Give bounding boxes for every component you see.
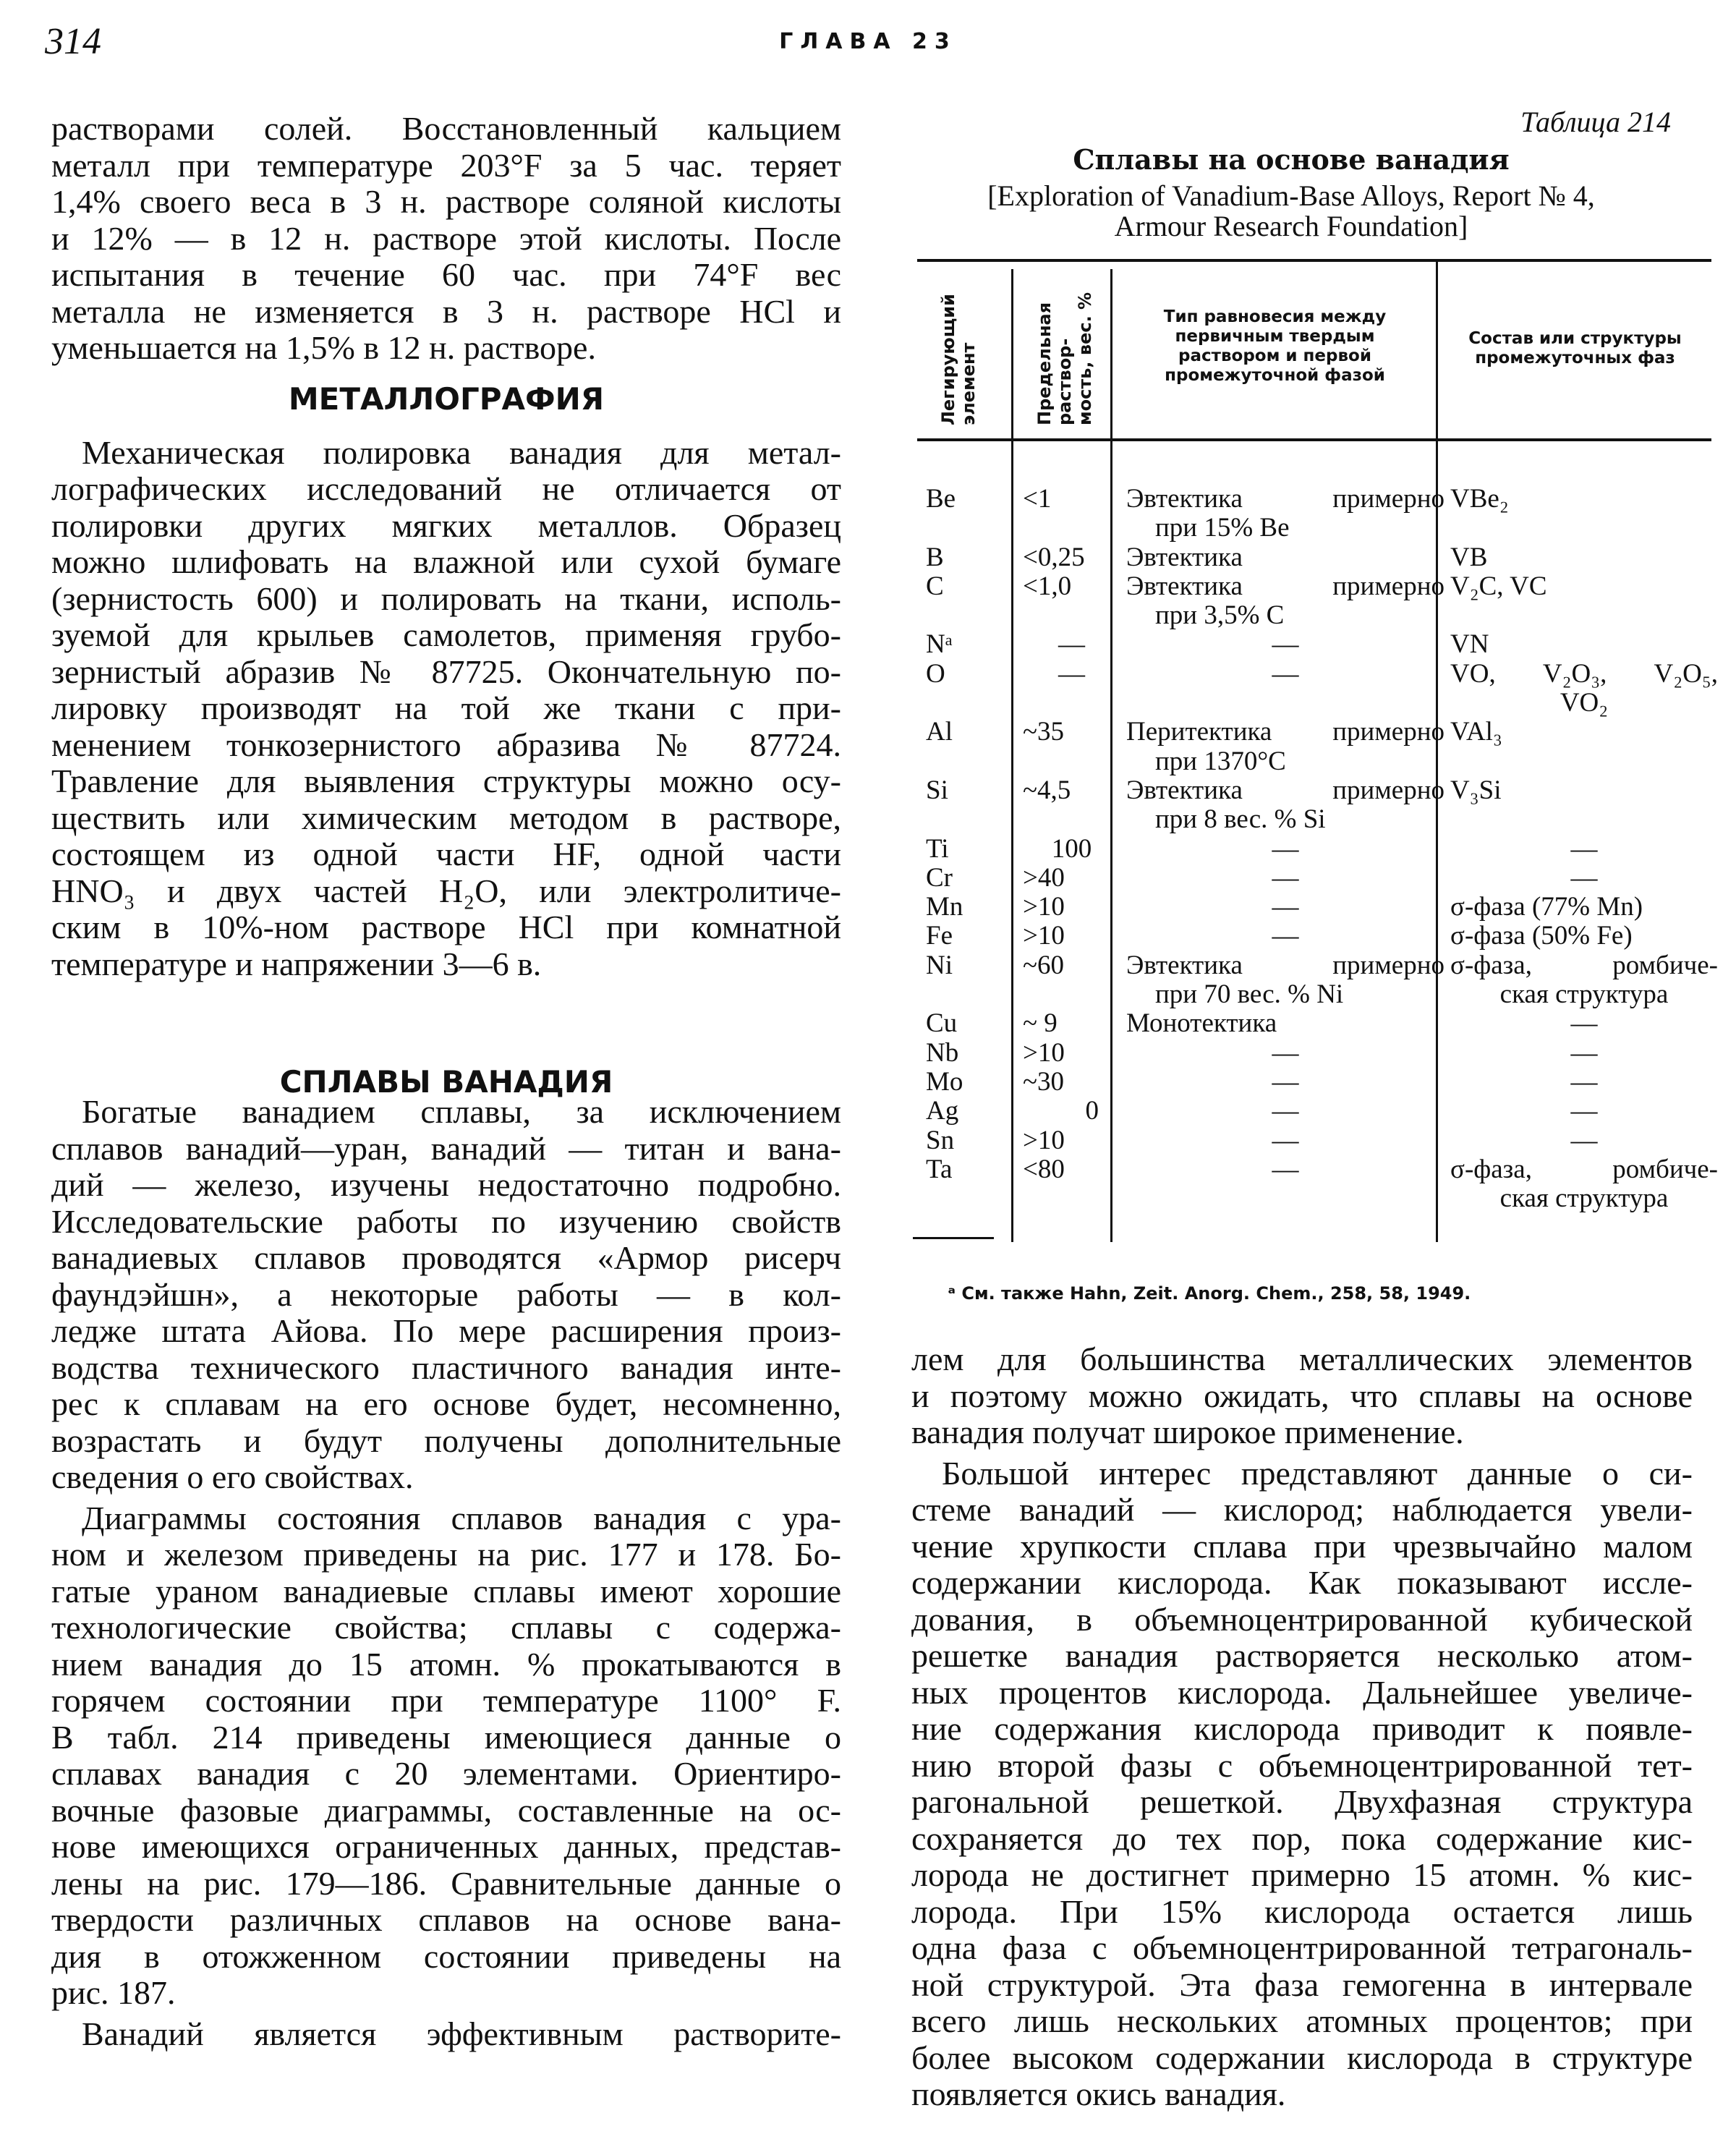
paragraph: [911, 1455, 1693, 2113]
cell-intermediate-phases: [1444, 572, 1718, 631]
cell-line: при 1370°C: [1155, 746, 1286, 776]
footnote-rule: [913, 1237, 994, 1239]
text-line: ледже штата Айова. По мере расширения произ-: [51, 1313, 841, 1349]
cell-solubility: [1018, 893, 1120, 922]
table-header-rule: [917, 438, 1711, 441]
table-source: [911, 181, 1671, 242]
cell-intermediate-phases: [1444, 1039, 1718, 1068]
cell-element: [920, 1155, 1018, 1214]
cell-intermediate-phases: [1444, 951, 1718, 1010]
solubility-value: <1,0: [1023, 571, 1072, 601]
solubility-value: >10: [1023, 892, 1065, 922]
text-line: лорода не достигнет примерно 15 атомн. % кис-: [911, 1857, 1693, 1893]
element-symbol: Nb: [926, 1037, 959, 1068]
cell-solubility: [1018, 718, 1120, 776]
table-row: [920, 660, 1718, 718]
cell-element: [920, 1097, 1018, 1126]
cell-intermediate-phases: [1444, 1126, 1718, 1155]
cell-equilibrium-type: [1120, 951, 1444, 1010]
text-line: технологические свойства; сплавы с содержа-: [51, 1610, 841, 1646]
cell-element: [920, 893, 1018, 922]
text-line: нием ванадия до 15 атомн. % прокатываются в: [51, 1646, 841, 1683]
cell-line: —: [1570, 862, 1598, 893]
text-line: нове имеющихся ограниченных данных, представ-: [51, 1829, 841, 1865]
text-line: ществить или химическим методом в растворе,: [51, 799, 841, 836]
cell-line: Эвтектика примерно: [1126, 775, 1444, 805]
cell-line: σ-фаза, ромбиче-: [1450, 1154, 1718, 1184]
solubility-value: 0: [1085, 1096, 1099, 1126]
paragraph: [51, 111, 841, 367]
table-row: [920, 1155, 1718, 1214]
cell-element: [920, 864, 1018, 893]
cell-line: VAl₃: [1450, 717, 1502, 747]
table-row: [920, 922, 1718, 951]
cell-solubility: [1018, 572, 1120, 631]
table-row: [920, 718, 1718, 776]
header-line: раствором и первой: [1178, 347, 1371, 365]
element-symbol: Ta: [926, 1154, 953, 1184]
cell-equilibrium-type: [1120, 1068, 1444, 1097]
table-row: [920, 543, 1718, 572]
element-symbol: Ti: [926, 833, 949, 864]
cell-solubility: [1018, 922, 1120, 951]
cell-solubility: [1018, 776, 1120, 835]
header-line: Тип равновесия между: [1163, 307, 1387, 326]
cell-line: —: [1570, 1037, 1598, 1068]
cell-line: —: [1272, 1066, 1299, 1097]
solubility-value: <80: [1023, 1154, 1065, 1184]
solubility-value: ~30: [1023, 1066, 1065, 1097]
page-number: 314: [45, 21, 101, 62]
cell-line: Перитектика примерно: [1126, 717, 1444, 747]
header-solubility: [1034, 292, 1095, 425]
cell-element: [920, 660, 1018, 718]
cell-line: —: [1272, 658, 1299, 689]
text-line: стеме ванадий — кислород; наблюдается увели-: [911, 1492, 1693, 1528]
table-row: [920, 1009, 1718, 1038]
cell-line: —: [1570, 833, 1598, 864]
element-symbol: B: [926, 542, 944, 572]
text-line: ние содержания кислорода приводит к появле-: [911, 1711, 1693, 1747]
cell-line: —: [1272, 1096, 1299, 1126]
text-line: рис. 187.: [51, 1975, 176, 2011]
cell-solubility: [1018, 1009, 1120, 1038]
text-line: сохраняется до тех пор, пока содержание кис-: [911, 1820, 1693, 1857]
solubility-value: <1: [1023, 484, 1052, 514]
solubility-value: —: [1058, 629, 1085, 660]
cell-intermediate-phases: [1444, 1097, 1718, 1126]
text-line: металла не изменяется в 3 н. растворе HCl и: [51, 293, 841, 330]
cell-line: —: [1272, 1125, 1299, 1155]
cell-line: VO, V₂O₃, V₂O₅,: [1450, 658, 1718, 689]
cell-solubility: [1018, 485, 1120, 543]
text-line: дования, в объемноцентрированной кубической: [911, 1601, 1693, 1638]
cell-solubility: [1018, 1155, 1120, 1214]
cell-equilibrium-type: [1120, 1039, 1444, 1068]
element-symbol: O: [926, 658, 945, 689]
cell-solubility: [1018, 1039, 1120, 1068]
cell-line: σ-фаза (50% Fe): [1450, 921, 1633, 951]
header-line: первичным твердым: [1175, 327, 1375, 346]
text-line: нию второй фазы с объемноцентрированной тет-: [911, 1747, 1693, 1784]
text-line: всего лишь нескольких атомных процентов; при: [911, 2003, 1693, 2039]
paragraph: [51, 2016, 841, 2053]
cell-intermediate-phases: [1444, 922, 1718, 951]
table-top-rule: [917, 259, 1711, 262]
cell-element: [920, 630, 1018, 659]
solubility-value: ~4,5: [1023, 775, 1071, 805]
text-line: дия в отожженном состоянии приведены на: [51, 1938, 841, 1975]
cell-line: —: [1272, 892, 1299, 922]
cell-element: [920, 543, 1018, 572]
cell-line: при 3,5% C: [1155, 600, 1285, 631]
text-line: Ванадий является эффективным растворите-: [82, 2015, 841, 2052]
text-line: горячем состоянии при температуре 1100° F.: [51, 1683, 841, 1719]
header-alloying-element: [938, 294, 979, 425]
cell-line: ская структура: [1499, 979, 1669, 1010]
table-row: [920, 951, 1718, 1010]
cell-solubility: [1018, 951, 1120, 1010]
text-line: В табл. 214 приведены имеющиеся данные о: [51, 1719, 841, 1756]
text-line: металл при температуре 203°F за 5 час. теряет: [51, 147, 841, 184]
cell-line: при 8 вес. % Si: [1155, 804, 1326, 835]
text-line: гатые ураном ванадиевые сплавы имеют хорошие: [51, 1573, 841, 1610]
text-line: Большой интерес представляют данные о си-: [942, 1455, 1693, 1492]
cell-line: при 70 вес. % Ni: [1155, 979, 1344, 1010]
cell-element: [920, 922, 1018, 951]
table-caption: Таблица 214: [1520, 106, 1671, 138]
cell-intermediate-phases: [1444, 718, 1718, 776]
cell-intermediate-phases: [1444, 1068, 1718, 1097]
table-source-line: [Exploration of Vanadium-Base Alloys, Report № 4,: [987, 179, 1595, 212]
cell-line: V₂C, VC: [1450, 571, 1547, 601]
cell-equilibrium-type: [1120, 776, 1444, 835]
text-line: одна фаза с объемноцентрированной тетрагональ-: [911, 1930, 1693, 1966]
table-row: [920, 1097, 1718, 1126]
element-symbol: Nᵃ: [926, 629, 953, 660]
cell-solubility: [1018, 543, 1120, 572]
text-line: Исследовательские работы по изучению свойств: [51, 1203, 841, 1240]
solubility-value: —: [1058, 658, 1085, 689]
header-line: мость, вес. %: [1075, 292, 1095, 425]
text-line: ной структурой. Эта фаза гемогенна в интервале: [911, 1966, 1693, 2003]
cell-solubility: [1018, 1097, 1120, 1126]
cell-line: Монотектика: [1126, 1008, 1277, 1039]
header-line: Предельная: [1034, 302, 1055, 425]
table-row: [920, 485, 1718, 543]
text-line: лировку производят на той же ткани с при-: [51, 690, 841, 726]
element-symbol: Ag: [926, 1096, 959, 1126]
paragraph: [51, 1094, 841, 1496]
cell-line: VB: [1450, 542, 1488, 572]
solubility-value: ~ 9: [1023, 1008, 1058, 1039]
cell-equilibrium-type: [1120, 572, 1444, 631]
text-line: 1,4% своего веса в 3 н. растворе соляной кислоты: [51, 184, 841, 220]
element-symbol: Mo: [926, 1066, 963, 1097]
text-line: водства технического пластичного ванадия инте-: [51, 1349, 841, 1386]
table-row: [920, 835, 1718, 864]
cell-equilibrium-type: [1120, 1097, 1444, 1126]
cell-element: [920, 776, 1018, 835]
text-line: твердости различных сплавов на основе вана-: [51, 1902, 841, 1938]
cell-equilibrium-type: [1120, 893, 1444, 922]
text-line: испытания в течение 60 час. при 74°F вес: [51, 257, 841, 293]
text-line: состоящем из одной части HF, одной части: [51, 836, 841, 872]
cell-equilibrium-type: [1120, 1126, 1444, 1155]
cell-solubility: [1018, 1068, 1120, 1097]
cell-line: —: [1272, 921, 1299, 951]
cell-solubility: [1018, 864, 1120, 893]
text-line: фаундэйшн», а некоторые работы — в кол-: [51, 1276, 841, 1313]
cell-equilibrium-type: [1120, 835, 1444, 864]
cell-line: —: [1272, 1037, 1299, 1068]
cell-solubility: [1018, 660, 1120, 718]
table-title: Сплавы на основе ванадия: [1073, 143, 1510, 176]
text-line: и поэтому можно ожидать, что сплавы на основе: [911, 1377, 1693, 1414]
table-row: [920, 776, 1718, 835]
cell-intermediate-phases: [1444, 660, 1718, 718]
cell-equilibrium-type: [1120, 630, 1444, 659]
solubility-value: >40: [1023, 862, 1065, 893]
cell-line: σ-фаза, ромбиче-: [1450, 950, 1718, 980]
table-row: [920, 630, 1718, 659]
text-line: зуемой для крыльев самолетов, применяя грубо-: [51, 617, 841, 653]
text-line: рагональной решеткой. Двухфазная структура: [911, 1784, 1693, 1820]
element-symbol: Fe: [926, 921, 953, 951]
cell-equilibrium-type: [1120, 718, 1444, 776]
cell-line: при 15% Be: [1155, 513, 1290, 543]
header-line: промежуточной фазой: [1165, 366, 1385, 385]
text-line: сплавов ванадий—уран, ванадий — титан и вана-: [51, 1130, 841, 1167]
element-symbol: Cu: [926, 1008, 958, 1039]
solubility-value: >10: [1023, 1125, 1065, 1155]
text-line: и 12% — в 12 н. растворе этой кислоты. После: [51, 220, 841, 257]
cell-line: V₃Si: [1450, 775, 1502, 805]
element-symbol: Be: [926, 484, 956, 514]
header-line: промежуточных фаз: [1475, 349, 1675, 367]
cell-element: [920, 572, 1018, 631]
cell-line: —: [1272, 862, 1299, 893]
paragraph: [51, 435, 841, 983]
cell-line: —: [1570, 1096, 1598, 1126]
cell-intermediate-phases: [1444, 1155, 1718, 1214]
text-line: ским в 10%-ном растворе HCl при комнатной: [51, 909, 841, 945]
text-line: содержании кислорода. Как показывают иссле-: [911, 1565, 1693, 1601]
header-line: Легирующий: [938, 294, 958, 425]
text-line: сплавах ванадия с 20 элементами. Ориентиро-: [51, 1756, 841, 1792]
solubility-value: ~60: [1023, 950, 1065, 980]
table-footnote: ᵃ См. также Hahn, Zeit. Anorg. Chem., 258, 58, 1949.: [948, 1283, 1471, 1304]
cell-line: VBe₂: [1450, 484, 1509, 514]
cell-equilibrium-type: [1120, 660, 1444, 718]
cell-intermediate-phases: [1444, 864, 1718, 893]
text-line: уменьшается на 1,5% в 12 н. растворе.: [51, 330, 596, 366]
cell-line: VO₂: [1560, 688, 1609, 718]
text-line: лем для большинства металлических элементов: [911, 1341, 1693, 1377]
cell-solubility: [1018, 630, 1120, 659]
table-row: [920, 1126, 1718, 1155]
cell-intermediate-phases: [1444, 1009, 1718, 1038]
cell-equilibrium-type: [1120, 1155, 1444, 1214]
cell-line: —: [1570, 1125, 1598, 1155]
text-line: Диаграммы состояния сплавов ванадия с ура-: [82, 1500, 841, 1536]
cell-equilibrium-type: [1120, 543, 1444, 572]
cell-element: [920, 1039, 1018, 1068]
table-row: [920, 1039, 1718, 1068]
text-line: чение хрупкости сплава при чрезвычайно малом: [911, 1528, 1693, 1565]
text-line: можно шлифовать на влажной или сухой бумаге: [51, 544, 841, 580]
solubility-value: <0,25: [1023, 542, 1085, 572]
text-line: HNO₃ и двух частей H₂O, или электролитиче-: [51, 872, 841, 909]
element-symbol: Si: [926, 775, 948, 805]
text-line: появляется окись ванадия.: [911, 2076, 1286, 2112]
text-line: ванадия получат широкое применение.: [911, 1414, 1464, 1450]
cell-equilibrium-type: [1120, 864, 1444, 893]
cell-equilibrium-type: [1120, 485, 1444, 543]
header-line: Состав или структуры: [1468, 329, 1682, 348]
right-column: [911, 1341, 1693, 2117]
cell-line: —: [1272, 1154, 1299, 1184]
solubility-value: >10: [1023, 1037, 1065, 1068]
table-source-line: Armour Research Foundation]: [1114, 210, 1468, 242]
cell-line: Эвтектика примерно: [1126, 950, 1444, 980]
element-symbol: C: [926, 571, 944, 601]
cell-line: ская структура: [1499, 1183, 1669, 1214]
element-symbol: Mn: [926, 892, 963, 922]
table-row: [920, 1068, 1718, 1097]
header-equilibrium-type: [1114, 307, 1436, 386]
section-heading-metallography: МЕТАЛЛОГРАФИЯ: [288, 381, 605, 417]
text-line: температуре и напряжении 3—6 в.: [51, 945, 542, 982]
text-line: (зернистость 600) и полировать на ткани, исполь-: [51, 580, 841, 617]
text-line: зернистый абразив № 87725. Окончательную по-: [51, 653, 841, 690]
element-symbol: Sn: [926, 1125, 955, 1155]
solubility-value: 100: [1051, 833, 1092, 864]
cell-element: [920, 835, 1018, 864]
cell-equilibrium-type: [1120, 922, 1444, 951]
solubility-value: >10: [1023, 921, 1065, 951]
header-line: элемент: [958, 342, 979, 425]
paragraph: [51, 1500, 841, 2012]
text-line: менением тонкозернистого абразива № 87724.: [51, 726, 841, 763]
text-line: ных процентов кислорода. Дальнейшее увеличе-: [911, 1674, 1693, 1711]
cell-solubility: [1018, 1126, 1120, 1155]
cell-intermediate-phases: [1444, 630, 1718, 659]
cell-intermediate-phases: [1444, 776, 1718, 835]
section-heading-vanadium-alloys: СПЛАВЫ ВАНАДИЯ: [279, 1064, 613, 1100]
cell-solubility: [1018, 835, 1120, 864]
cell-intermediate-phases: [1444, 835, 1718, 864]
text-line: лографических исследований не отличается от: [51, 471, 841, 507]
text-line: растворами солей. Восстановленный кальцием: [51, 111, 841, 147]
left-column: [51, 111, 841, 2057]
text-line: Травление для выявления структуры можно осу-: [51, 763, 841, 799]
text-line: лены на рис. 179—186. Сравнительные данные о: [51, 1865, 841, 1902]
cell-line: σ-фаза (77% Mn): [1450, 892, 1643, 922]
running-head: ГЛАВА 23: [779, 29, 957, 54]
header-line: раствор-: [1055, 338, 1075, 425]
text-line: возрастать и будут получены дополнительные: [51, 1422, 841, 1459]
cell-line: —: [1570, 1066, 1598, 1097]
cell-line: VN: [1450, 629, 1489, 660]
text-line: рес к сплавам на его основе будет, несомненно,: [51, 1386, 841, 1422]
solubility-value: ~35: [1023, 717, 1065, 747]
cell-element: [920, 1126, 1018, 1155]
element-symbol: Ni: [926, 950, 953, 980]
cell-intermediate-phases: [1444, 893, 1718, 922]
element-symbol: Cr: [926, 862, 953, 893]
cell-intermediate-phases: [1444, 485, 1718, 543]
cell-line: Эвтектика примерно: [1126, 484, 1444, 514]
cell-line: —: [1272, 833, 1299, 864]
cell-element: [920, 951, 1018, 1010]
table-row: [920, 572, 1718, 631]
header-intermediate-phases: [1439, 329, 1711, 368]
cell-equilibrium-type: [1120, 1009, 1444, 1038]
cell-element: [920, 1068, 1018, 1097]
text-line: ванадиевых сплавов проводятся «Армор рисерч: [51, 1240, 841, 1276]
table-row: [920, 864, 1718, 893]
text-line: Механическая полировка ванадия для метал-: [82, 434, 841, 471]
cell-element: [920, 1009, 1018, 1038]
text-line: ном и железом приведены на рис. 177 и 178. Бо-: [51, 1536, 841, 1573]
text-line: вочные фазовые диаграммы, составленные на ос-: [51, 1792, 841, 1829]
text-line: сведения о его свойствах.: [51, 1459, 414, 1495]
table-row: [920, 893, 1718, 922]
cell-line: Эвтектика примерно: [1126, 571, 1444, 601]
cell-line: Эвтектика: [1126, 542, 1243, 572]
cell-element: [920, 718, 1018, 776]
text-line: полировки других мягких металлов. Образец: [51, 507, 841, 544]
text-line: Богатые ванадием сплавы, за исключением: [82, 1094, 841, 1130]
cell-line: —: [1570, 1008, 1598, 1039]
paragraph: [911, 1341, 1693, 1451]
alloys-table: [920, 485, 1718, 1213]
text-line: более высоком содержании кислорода в структуре: [911, 2039, 1693, 2076]
cell-intermediate-phases: [1444, 543, 1718, 572]
cell-line: —: [1272, 629, 1299, 660]
text-line: решетке ванадия растворяется несколько атом-: [911, 1638, 1693, 1674]
text-line: лорода. При 15% кислорода остается лишь: [911, 1893, 1693, 1930]
element-symbol: Al: [926, 717, 953, 747]
text-line: дий — железо, изучены недостаточно подробно.: [51, 1167, 841, 1203]
cell-element: [920, 485, 1018, 543]
